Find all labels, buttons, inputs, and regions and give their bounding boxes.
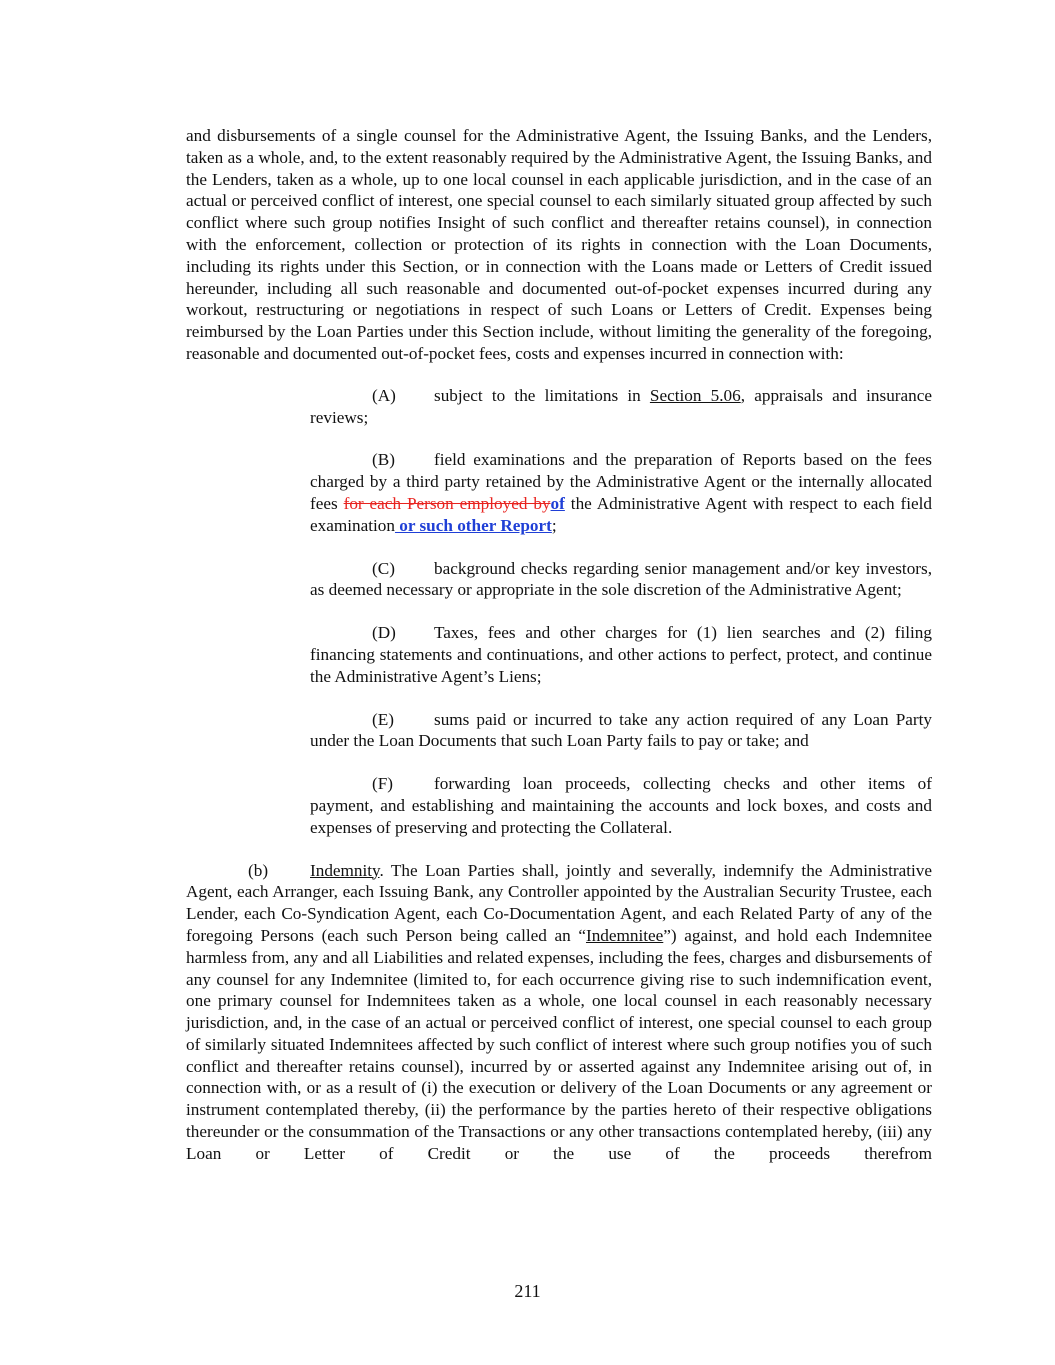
- list-item-c-label: (C): [372, 558, 395, 578]
- section-b-label: (b): [248, 860, 269, 880]
- list-item-a-pre: subject to the limitations in: [434, 385, 650, 405]
- list-item-a: [310, 385, 932, 429]
- indemnitee-defined-term: Indemnitee: [585, 925, 664, 945]
- document-page: [186, 125, 932, 1165]
- indemnity-paragraph: [186, 860, 932, 1165]
- deleted-text: for each Person employed by: [343, 493, 551, 513]
- indemnity-text1: . The Loan Parties shall, jointly and severally, indemnify the Administrative Agent, each Arranger, each Issuing Bank, any Controller appointed by the Australian Security Trustee, each Lender, each Co-Syndication Agent, each Co-Documentation Agent, and each Related Party of any of the foregoing Persons (each such Person being called an “: [186, 860, 932, 945]
- list-item-d-text: Taxes, fees and other charges for (1) lien searches and (2) filing financing statements and continuations, and other actions to perfect, protect, and continue the Administrative Agent’s Liens;: [310, 623, 932, 686]
- list-item-f-text: forwarding loan proceeds, collecting checks and other items of payment, and establishing and maintaining the accounts and lock boxes, and costs and expenses of preserving and protecting the Collateral.: [310, 774, 932, 837]
- list-item-b-label: (B): [372, 450, 395, 470]
- indemnity-text2: ”) against, and hold each Indemnitee harmless from, any and all Liabilities and related expenses, including the fees, charges and disbursements of any counsel for any Indemnitee (limited to, for each occurrence giving rise to such indemnification event, one primary counsel for Indemnitees taken as a whole, one local counsel in each reasonably necessary jurisdiction, and, in the case of an actual or perceived conflict of interest, one special counsel to each group of similarly situated Indemnitees affected by such conflict of interest where such group notifies you of such conflict and thereafter retains counsel), incurred by or asserted against any Indemnitee arising out of, in connection with, or as a result of (i) the execution or delivery of the Loan Documents or any agreement or instrument contemplated thereby, (ii) the performance by the parties hereto of their respective obligations thereunder or the consummation of the Transactions or any other transactions contemplated hereby, (iii) any Loan or Letter of Credit or the use of the proceeds therefrom: [186, 925, 932, 1163]
- list-item-e-text: sums paid or incurred to take any action required of any Loan Party under the Loan Documents that such Loan Party fails to pay or take; and: [310, 709, 932, 751]
- inserted-text-of: of: [550, 493, 565, 513]
- list-item-d: [310, 622, 932, 687]
- list-item-b: [310, 449, 932, 536]
- inserted-text-report: or such other Report: [394, 515, 552, 535]
- section-reference-link: Section 5.06: [649, 385, 741, 405]
- list-item-b-text2: the Administrative Agent with respect to each field examination: [310, 493, 933, 535]
- page-number: 211: [514, 1281, 541, 1301]
- intro-paragraph: and disbursements of a single counsel for the Administrative Agent, the Issuing Banks, and the Lenders, taken as a whole, and, to the extent reasonably required by the Administrative Agent, the Issuing Banks, and the Lenders, taken as a whole, up to one local counsel in each applicable jurisdiction, and in the case of an actual or perceived conflict of interest, one special counsel to each similarly situated group affected by such conflict where such group notifies Insight of such conflict and thereafter retains counsel), in connection with the enforcement, collection or protection of its rights in connection with the Loan Documents, including its rights under this Section, or in connection with the Loans made or Letters of Credit issued hereunder, including all such reasonable and documented out-of-pocket expenses incurred during any workout, restructuring or negotiations in respect of such Loans or Letters of Credit. Expenses being reimbursed by the Loan Parties under this Section include, without limiting the generality of the foregoing, reasonable and documented out-of-pocket fees, costs and expenses incurred in connection with:: [186, 126, 932, 363]
- list-item-b-text1: field examinations and the preparation of Reports based on the fees charged by a third party retained by the Administrative Agent or the internally allocated fees: [310, 450, 932, 513]
- list-item-e-label: (E): [372, 709, 394, 729]
- list-item-c: [310, 558, 932, 602]
- list-item-b-text3: ;: [551, 515, 557, 535]
- list-item-a-post: , appraisals and insurance reviews;: [310, 385, 932, 427]
- list-item-a-label: (A): [372, 385, 396, 405]
- list-item-c-text: background checks regarding senior management and/or key investors, as deemed necessary or appropriate in the sole discretion of the Administrative Agent;: [310, 558, 932, 600]
- list-item-f: [310, 773, 932, 838]
- list-item-f-label: (F): [372, 774, 394, 794]
- list-item-d-label: (D): [372, 623, 396, 643]
- indemnity-heading: Indemnity: [310, 860, 380, 880]
- list-item-e: [310, 709, 932, 753]
